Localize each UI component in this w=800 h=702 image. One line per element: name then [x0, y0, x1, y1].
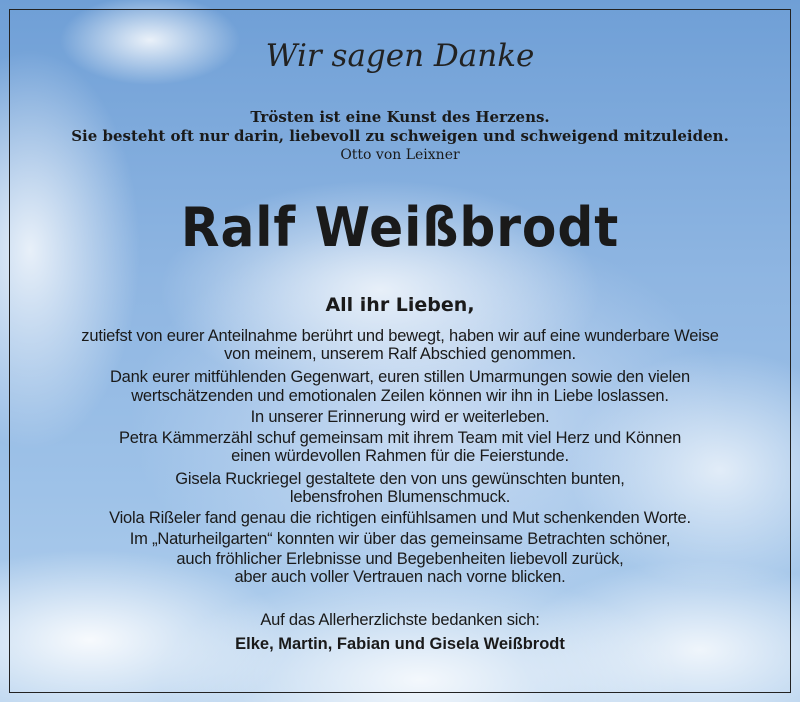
closing-line: Auf das Allerherzlichste bedanken sich:: [260, 611, 540, 629]
greeting: All ihr Lieben,: [325, 294, 475, 316]
notice-title: Wir sagen Danke: [265, 38, 535, 74]
body-line: auch fröhlicher Erlebnisse und Begebenheiten liebevoll zurück,: [176, 550, 624, 568]
body-line: zutiefst von eurer Anteilnahme berührt und bewegt, haben wir auf eine wunderbare Weise: [81, 327, 719, 345]
quote-line: Sie besteht oft nur darin, liebevoll zu schweigen und schweigend mitzuleiden.: [71, 127, 729, 145]
signature: Elke, Martin, Fabian und Gisela Weißbrodt: [235, 635, 565, 653]
body-line: von meinem, unserem Ralf Abschied genommen.: [224, 345, 576, 363]
body-line: Petra Kämmerzähl schuf gemeinsam mit ihrem Team mit viel Herz und Können: [118, 429, 682, 447]
quote-author: Otto von Leixner: [340, 147, 460, 163]
deceased-name: Ralf Weißbrodt: [180, 196, 620, 259]
body-line: Im „Naturheilgarten“ konnten wir über das gemeinsame Betrachten schöner,: [129, 530, 671, 548]
body-line: Gisela Ruckriegel gestaltete den von uns gewünschten bunten,: [175, 470, 625, 488]
body-line: aber auch voller Vertrauen nach vorne blicken.: [234, 568, 566, 586]
body-line: In unserer Erinnerung wird er weiterleben.: [250, 408, 550, 426]
body-line: einen würdevollen Rahmen für die Feierstunde.: [231, 447, 569, 465]
body-line: Dank eurer mitfühlenden Gegenwart, euren stillen Umarmungen sowie den vielen: [109, 368, 691, 386]
body-line: wertschätzenden und emotionalen Zeilen können wir ihn in Liebe loslassen.: [131, 387, 669, 405]
quote-line: Trösten ist eine Kunst des Herzens.: [250, 108, 550, 126]
body-line: lebensfrohen Blumenschmuck.: [289, 488, 511, 506]
body-line: Viola Rißeler fand genau die richtigen einfühlsamen und Mut schenkenden Worte.: [109, 509, 691, 527]
